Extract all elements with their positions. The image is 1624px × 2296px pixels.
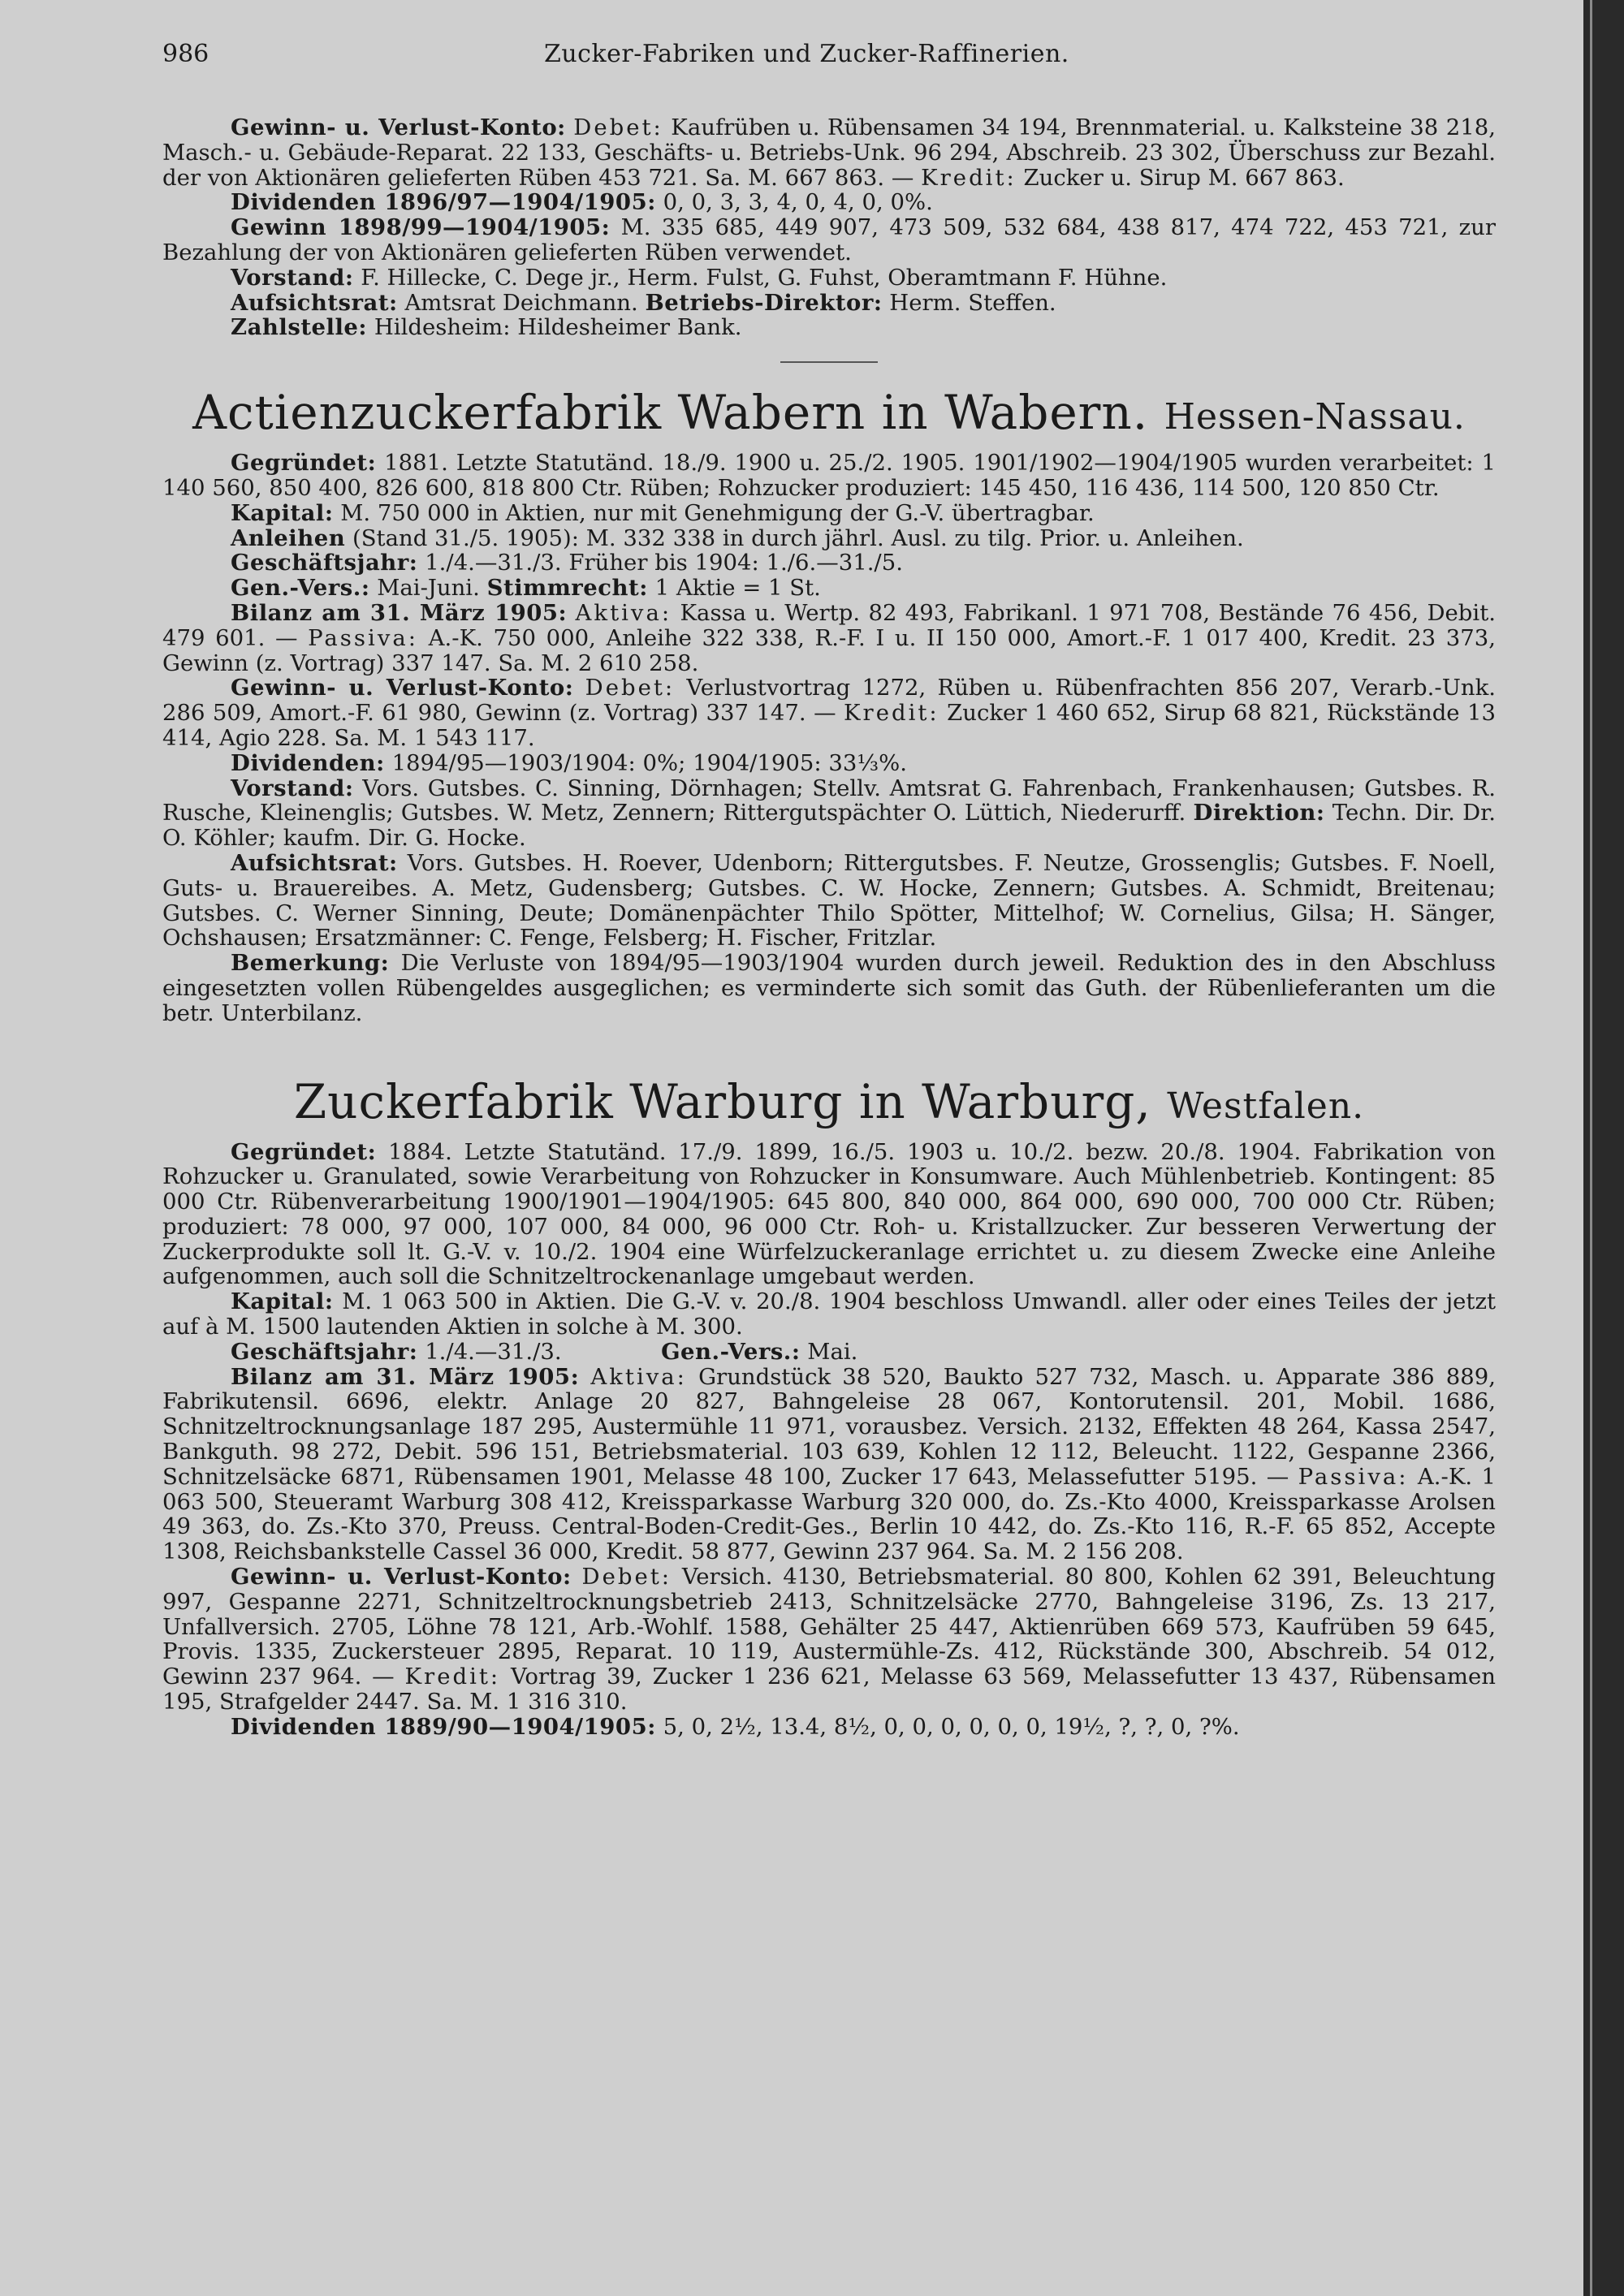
entry-text: 0, 0, 3, 3, 4, 0, 4, 0, 0%. (663, 189, 933, 216)
entry-text: A.-K. 1 063 500, Steueramt Warburg 308 412, Kreissparkasse Warburg 320 000, do. Zs.-Kto 4000, Kreissparkasse Arolsen 49 363, do. Zs.-Kto 370, Preuss. Central-Boden-Credit-Ges., Berlin 10 442, do. Zs.-Kto 116, R.-F. 65 852, Accepte 1308, Reichsbankstelle Cassel 36 000, Kredit. 58 877, Gewinn 237 964. Sa. M. 2 156 208. (162, 1463, 1496, 1565)
entry-text: 5, 0, 2½, 13.4, 8½, 0, 0, 0, 0, 0, 0, 19½, ?, ?, 0, ?%. (663, 1713, 1240, 1740)
entry-label: Zahlstelle: (231, 314, 368, 341)
vorstand-paragraph (162, 776, 1496, 851)
entry-text: 1894/95—1903/1904: 0%; 1904/1905: 33⅓%. (391, 749, 907, 776)
gegruendet-paragraph (162, 451, 1496, 501)
entry-text: M. 335 685, 449 907, 473 509, 532 684, 438 817, 474 722, 453 721, zur Bezahlung der von Aktionären gelieferten Rüben verwendet. (162, 214, 1496, 265)
gewinn-verlust-paragraph (162, 115, 1496, 190)
entry-label: Geschäftsjahr: (231, 550, 418, 576)
entry-text: Vortrag 39, Zucker 1 236 621, Melasse 63 569, Melassefutter 13 437, Rübensamen 195, Strafgelder 2447. Sa. M. 1 316 310. (162, 1664, 1496, 1716)
entry-text: Amtsrat Deichmann. (404, 289, 638, 316)
entry-text: Zucker 1 460 652, Sirup 68 821, Rückstände 13 414, Agio 228. Sa. M. 1 543 117. (162, 700, 1496, 751)
geschaeftsjahr-paragraph (162, 550, 1496, 576)
continuation-section (162, 115, 1496, 340)
section-divider (780, 361, 878, 363)
vorstand-paragraph (162, 265, 1496, 291)
document-page (162, 42, 1496, 1740)
entry-label: Vorstand: (231, 775, 354, 801)
entry-label: Bemerkung: (231, 950, 390, 977)
entry-label: Vorstand: (231, 264, 354, 291)
zahlstelle-paragraph (162, 315, 1496, 340)
bemerkung-paragraph (162, 951, 1496, 1025)
entry-text: M. 750 000 in Aktien, nur mit Genehmigung der G.-V. übertragbar. (340, 499, 1095, 526)
entry-text: Kassa u. Wertp. 82 493, Fabrikanl. 1 971 708, Bestände 76 456, Debit. 479 601. — (162, 599, 1496, 651)
entry-label: Dividenden 1889/90—1904/1905: (231, 1713, 656, 1740)
entry-text: Mai. (807, 1338, 858, 1365)
entry-label: Gegründet: (231, 1138, 377, 1165)
entry-label: Dividenden: (231, 749, 385, 776)
entry-label: Bilanz am 31. März 1905: (231, 1363, 580, 1390)
company-heading (162, 386, 1496, 444)
entry-text: 1881. Letzte Statutänd. 18./9. 1900 u. 25./2. 1905. 1901/1902—1904/1905 wurden verarbeitet: 1 140 560, 850 400, 826 600, 818 800 Ctr. Rüben; Rohzucker produziert: 145 450, 116 436, 114 500, 120 850 Ctr. (162, 450, 1496, 501)
entry-text: M. 1 063 500 in Aktien. Die G.-V. v. 20./8. 1904 beschloss Umwandl. aller oder eines Teiles der jetzt auf à M. 1500 lautenden Aktien in solche à M. 300. (162, 1288, 1496, 1340)
entry-label: Geschäftsjahr: (231, 1338, 418, 1365)
entry-text: 1 Aktie = 1 St. (654, 575, 821, 602)
company-region: Hessen-Nassau. (1164, 396, 1466, 438)
entry-text: Herm. Steffen. (889, 289, 1056, 316)
entry-label: Dividenden 1896/97—1904/1905: (231, 189, 656, 216)
genvers-paragraph (162, 576, 1496, 601)
debet-label: Debet: (585, 675, 676, 701)
entry-label: Gewinn 1898/99—1904/1905: (231, 214, 611, 241)
aufsichtsrat-paragraph (162, 291, 1496, 316)
entry-text: Grundstück 38 520, Baukto 527 732, Masch. u. Apparate 386 889, Fabrikutensil. 6696, elektr. Anlage 20 827, Bahngeleise 28 067, Kontorutensil. 201, Mobil. 1686, Schnitzeltrocknungsanlage 187 295, Austermühle 11 971, vorausbez. Versich. 2132, Effekten 48 264, Kassa 2547, Bankguth. 98 272, Debit. 596 151, Betriebsmaterial. 103 639, Kohlen 12 112, Beleucht. 1122, Gespanne 2366, Schnitzelsäcke 6871, Rübensamen 1901, Melasse 48 100, Zucker 17 643, Melassefutter 5195. — (162, 1363, 1497, 1490)
entry-label: Gen.-Vers.: (661, 1338, 801, 1365)
anleihen-paragraph (162, 526, 1496, 551)
debet-label: Debet: (581, 1564, 672, 1590)
entry-label: Gewinn- u. Verlust-Konto: (231, 1564, 572, 1590)
gewinn-verlust-paragraph (162, 1564, 1496, 1715)
entry-text: Versich. 4130, Betriebsmaterial. 80 800, Kohlen 62 391, Beleuchtung 997, Gespanne 2271, Schnitzeltrocknungsbetrieb 2413, Schnitzelsäcke 2770, Bahngeleise 3196, Zs. 13 217, Unfallversich. 2705, Löhne 78 121, Arb.-Wohlf. 1588, Gehälter 25 447, Aktienrüben 669 573, Kaufrüben 59 645, Provis. 1335, Zuckersteuer 2895, Reparat. 10 119, Austermühle-Zs. 412, Rückstände 300, Abschreib. 54 012, Gewinn 237 964. — (162, 1564, 1496, 1690)
entry-text: Mai-Juni. (377, 575, 480, 602)
kredit-label: Kredit: (921, 164, 1017, 191)
company-region: Westfalen. (1167, 1085, 1365, 1127)
entry-text: Kaufrüben u. Rübensamen 34 194, Brennmaterial. u. Kalksteine 38 218, Masch.- u. Gebäude-Reparat. 22 133, Geschäfts- u. Betriebs-Unk. 96 294, Abschreib. 23 302, Überschuss zur Bezahl. der von Aktionären gelieferten Rüben 453 721. Sa. M. 667 863. — (162, 114, 1496, 191)
section-gap (162, 1026, 1496, 1067)
passiva-label: Passiva: (308, 624, 419, 651)
bilanz-paragraph (162, 601, 1496, 675)
running-title: Zucker-Fabriken und Zucker-Raffinerien. (544, 40, 1069, 68)
entry-text: Die Verluste von 1894/95—1903/1904 wurden durch jeweil. Reduktion des in den Abschluss eingesetzten vollen Rübengeldes ausgeglichen; es verminderte sich somit das Guth. der Rübenlieferanten um die betr. Unterbilanz. (162, 950, 1496, 1026)
gegruendet-paragraph (162, 1140, 1496, 1290)
entry-label: Aufsichtsrat: (231, 849, 398, 876)
entry-text: Verlustvortrag 1272, Rüben u. Rübenfrachten 856 207, Verarb.-Unk. 286 509, Amort.-F. 61 980, Gewinn (z. Vortrag) 337 147. — (162, 675, 1496, 727)
entry-text: Hildesheim: Hildesheimer Bank. (374, 314, 742, 341)
gewinn-paragraph (162, 215, 1496, 265)
entry-label: Kapital: (231, 499, 334, 526)
geschaeftsjahr-paragraph (162, 1340, 1496, 1365)
entry-text: Vors. Gutsbes. C. Sinning, Dörnhagen; Stellv. Amtsrat G. Fahrenbach, Frankenhausen; Gutsbes. R. Rusche, Kleinenglis; Gutsbes. W. Metz, Zennern; Rittergutspächter O. Lüttich, Niederurff. (162, 775, 1496, 826)
entry-label: Aufsichtsrat: (231, 289, 398, 316)
company-section-wabern (162, 386, 1496, 1025)
entry-label: Stimmrecht: (486, 575, 648, 602)
passiva-label: Passiva: (1298, 1463, 1409, 1490)
entry-text: Zucker u. Sirup M. 667 863. (1023, 164, 1345, 191)
kredit-label: Kredit: (404, 1664, 501, 1690)
kapital-paragraph (162, 501, 1496, 526)
kredit-label: Kredit: (844, 700, 939, 727)
scan-edge-line (1590, 0, 1592, 2296)
company-title: Actienzuckerfabrik Wabern in Wabern. (192, 385, 1149, 441)
entry-text: 1884. Letzte Statutänd. 17./9. 1899, 16./5. 1903 u. 10./2. bezw. 20./8. 1904. Fabrikation von Rohzucker u. Granulated, sowie Verarbeitung von Rohzucker in Konsumware. Auch Mühlenbetrieb. Kontingent: 85 000 Ctr. Rübenverarbeitung 1900/1901—1904/1905: 645 800, 840 000, 864 000, 690 000, 700 000 Ctr. Rüben; produziert: 78 000, 97 000, 107 000, 84 000, 96 000 Ctr. Roh- u. Kristallzucker. Zur besseren Verwertung der Zuckerprodukte soll lt. G.-V. v. 10./2. 1904 eine Würfelzuckeranlage errichtet u. zu diesem Zwecke eine Anleihe aufgenommen, auch soll die Schnitzeltrockenanlage umgebaut werden. (162, 1138, 1496, 1290)
entry-text: A.-K. 750 000, Anleihe 322 338, R.-F. I u. II 150 000, Amort.-F. 1 017 400, Kredit. 23 373, Gewinn (z. Vortrag) 337 147. Sa. M. 2 610 258. (162, 624, 1497, 676)
dividenden-paragraph (162, 751, 1496, 776)
entry-text: Vors. Gutsbes. H. Roever, Udenborn; Rittergutsbes. F. Neutze, Grossenglis; Gutsbes. F. Noell, Guts- u. Brauereibes. A. Metz, Gudensberg; Gutsbes. C. W. Hocke, Zennern; Gutsbes. A. Schmidt, Breitenau; Gutsbes. C. Werner Sinning, Deute; Domänenpächter Thilo Spötter, Mittelhof; W. Cornelius, Gilsa; H. Sänger, Ochshausen; Ersatzmänner: C. Fenge, Felsberg; H. Fischer, Fritzlar. (162, 849, 1496, 952)
aktiva-label: Aktiva: (575, 599, 672, 626)
gewinn-verlust-paragraph (162, 675, 1496, 750)
company-title: Zuckerfabrik Warburg in Warburg, (293, 1073, 1151, 1129)
entry-label: Gewinn- u. Verlust-Konto: (231, 675, 574, 701)
aktiva-label: Aktiva: (590, 1363, 687, 1390)
company-section-warburg (162, 1075, 1496, 1740)
entry-label: Gen.-Vers.: (231, 575, 370, 602)
kapital-paragraph (162, 1289, 1496, 1340)
entry-label: Bilanz am 31. März 1905: (231, 599, 568, 626)
entry-text: 1./4.—31./3. (425, 1338, 562, 1365)
debet-label: Debet: (573, 114, 663, 140)
entry-text: (Stand 31./5. 1905): M. 332 338 in durch jährl. Ausl. zu tilg. Prior. u. Anleihen. (352, 524, 1244, 551)
entry-label: Anleihen (231, 524, 346, 551)
entry-label: Betriebs-Direktor: (645, 289, 883, 316)
entry-text: F. Hillecke, C. Dege jr., Herm. Fulst, G. Fuhst, Oberamtmann F. Hühne. (361, 264, 1168, 291)
bilanz-paragraph (162, 1365, 1496, 1564)
entry-text: Techn. Dir. Dr. O. Köhler; kaufm. Dir. G. Hocke. (162, 800, 1497, 852)
dividenden-paragraph (162, 190, 1496, 215)
entry-label: Gegründet: (231, 450, 377, 477)
entry-label: Direktion: (1193, 800, 1325, 826)
entry-label: Gewinn- u. Verlust-Konto: (231, 114, 566, 140)
dividenden-paragraph (162, 1715, 1496, 1740)
page-number: 986 (162, 40, 209, 68)
aufsichtsrat-paragraph (162, 851, 1496, 951)
company-heading (162, 1075, 1496, 1133)
entry-label: Kapital: (231, 1288, 334, 1315)
running-head (162, 42, 1496, 75)
entry-text: 1./4.—31./3. Früher bis 1904: 1./6.—31./5. (425, 550, 903, 576)
